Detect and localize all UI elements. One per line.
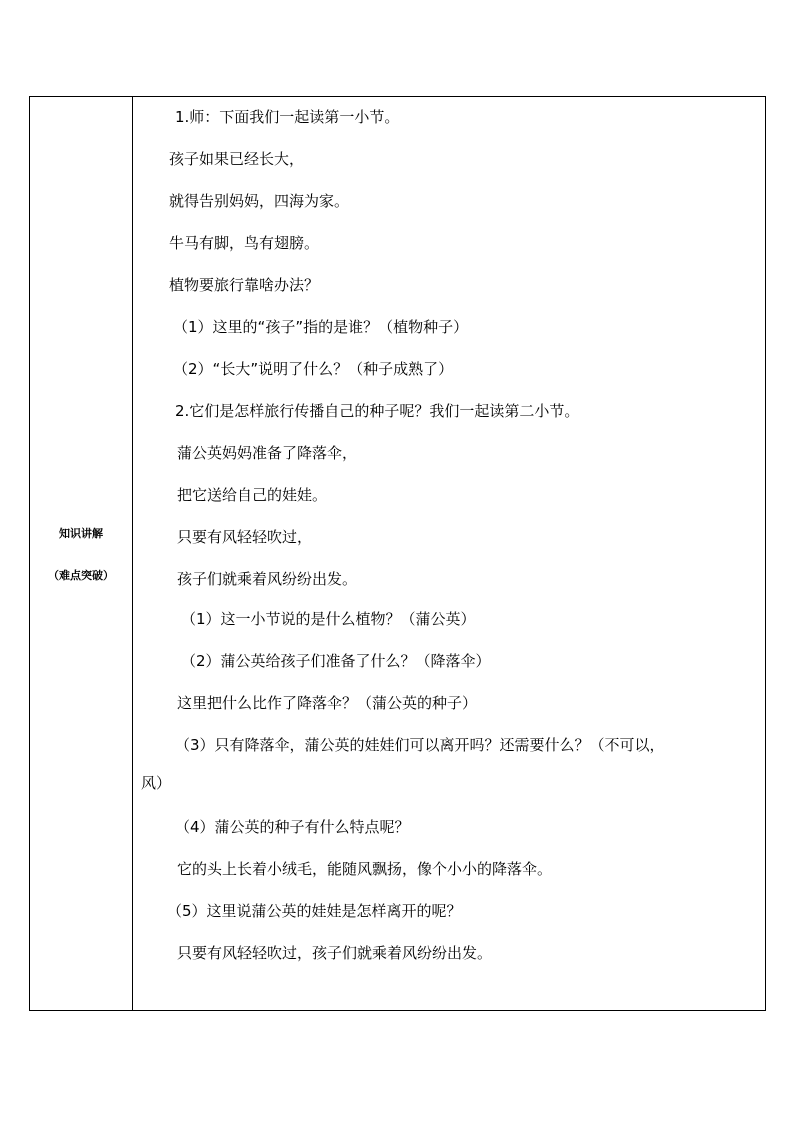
content-line: （3）只有降落伞，蒲公英的娃娃们可以离开吗？还需要什么？（不可以， [175,736,665,754]
content-line: 只要有风轻轻吹过，孩子们就乘着风纷纷出发。 [177,944,493,962]
content-line: 把它送给自己的娃娃。 [177,486,328,504]
content-line: 2.它们是怎样旅行传播自己的种子呢？我们一起读第二小节。 [175,402,580,420]
content-line: 只要有风轻轻吹过， [177,528,313,546]
content-line: 风） [141,774,172,792]
content-line: 牛马有脚，鸟有翅膀。 [169,234,320,252]
content-line: （1）这一小节说的是什么植物？（蒲公英） [181,610,476,628]
content-line: （4）蒲公英的种子有什么特点呢？ [175,818,410,836]
content-line: （2）蒲公英给孩子们准备了什么？（降落伞） [181,652,491,670]
content-column [30,97,765,1010]
content-line: 就得告别妈妈，四海为家。 [169,192,350,210]
content-line: 1.师：下面我们一起读第一小节。 [175,108,400,126]
content-line: 孩子如果已经长大， [169,150,305,168]
content-line: （1）这里的“孩子”指的是谁？（植物种子） [173,318,469,336]
content-line: 孩子们就乘着风纷纷出发。 [177,570,358,588]
lesson-table [29,96,766,1011]
content-line: （5）这里说蒲公英的娃娃是怎样离开的呢？ [167,902,462,920]
content-line: 蒲公英妈妈准备了降落伞， [177,444,358,462]
section-sublabel: （难点突破） [48,569,114,582]
content-line: 这里把什么比作了降落伞？（蒲公英的种子） [177,694,478,712]
content-line: 它的头上长着小绒毛，能随风飘扬，像个小小的降落伞。 [177,860,553,878]
content-line: （2）“长大”说明了什么？（种子成熟了） [173,360,454,378]
section-label: 知识讲解 [59,527,103,540]
content-line: 植物要旅行靠啥办法？ [169,276,320,294]
